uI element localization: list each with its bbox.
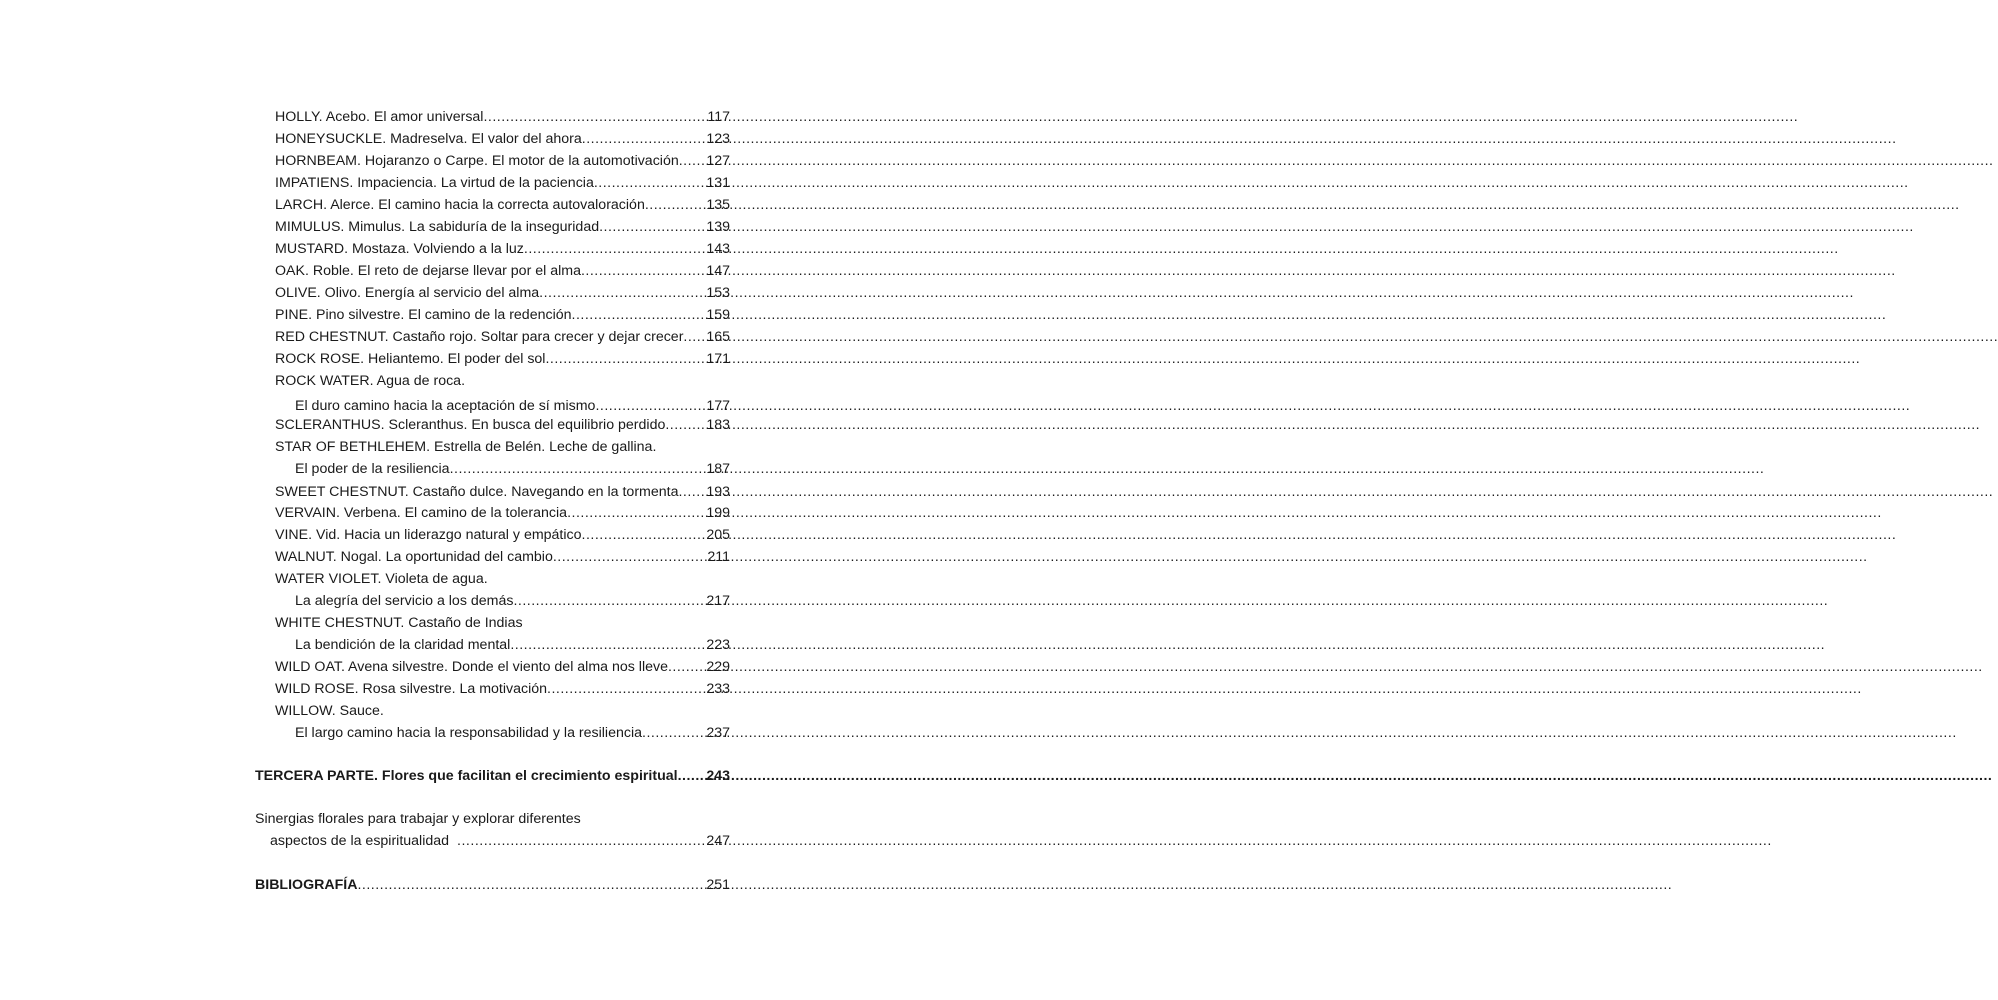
toc-entry-mustard xyxy=(275,238,730,260)
dot-leader xyxy=(683,326,705,348)
toc-page-number: 193 xyxy=(706,484,730,500)
dot-leader xyxy=(510,634,705,656)
toc-entry-wild-rose xyxy=(275,678,730,700)
toc-entry-label: SWEET CHESTNUT. Castaño dulce. Navegando en la tormenta xyxy=(275,484,679,500)
toc-page-number: 153 xyxy=(706,285,730,301)
toc-page-number: 147 xyxy=(706,263,730,279)
toc-entry-holly xyxy=(275,106,730,128)
toc-page-number: 211 xyxy=(707,549,730,565)
dot-leader xyxy=(678,765,706,787)
dot-leader xyxy=(668,656,705,678)
toc-entry-pine xyxy=(275,304,730,326)
toc-entry-willow xyxy=(275,700,730,722)
dot-leader xyxy=(450,458,706,480)
toc-entry-label: ROCK WATER. Agua de roca. xyxy=(275,373,466,389)
toc-entry-label: OLIVE. Olivo. Energía al servicio del alma xyxy=(275,285,540,301)
toc-entry-label: HORNBEAM. Hojaranzo o Carpe. El motor de la automotivación xyxy=(275,153,679,169)
toc-entry-sinergias-sub xyxy=(270,830,730,852)
dot-leader xyxy=(599,216,705,238)
toc-entry-label: MIMULUS. Mimulus. La sabiduría de la inseguridad xyxy=(275,219,600,235)
toc-page-number: 187 xyxy=(706,461,730,477)
toc-page-number: 247 xyxy=(706,833,730,849)
toc-page-number: 223 xyxy=(706,637,730,653)
toc-entry-label: WILD OAT. Avena silvestre. Donde el viento del alma nos lleve xyxy=(275,659,668,675)
toc-page-number: 123 xyxy=(706,131,730,147)
toc-entry-label: LARCH. Alerce. El camino hacia la correcta autovaloración xyxy=(275,197,645,213)
toc-page-number: 199 xyxy=(706,505,730,521)
toc-section-label: BIBLIOGRAFÍA xyxy=(255,877,358,893)
toc-page-number: 251 xyxy=(706,877,730,893)
dot-leader xyxy=(357,874,705,896)
toc-entry-label: HONEYSUCKLE. Madreselva. El valor del ahora xyxy=(275,131,582,147)
dot-leader xyxy=(483,106,706,128)
toc-entry-willow-sub xyxy=(295,722,730,744)
dot-leader xyxy=(524,238,705,260)
toc-entry-label: Sinergias florales para trabajar y explorar diferentes xyxy=(255,811,581,827)
dot-leader xyxy=(665,414,705,436)
dot-leader xyxy=(539,282,705,304)
toc-entry-white-chestnut xyxy=(275,612,730,634)
toc-entry-label: WILD ROSE. Rosa silvestre. La motivación xyxy=(275,681,548,697)
toc-page-number: 233 xyxy=(706,681,730,697)
dot-leader xyxy=(645,194,705,216)
toc-entry-olive xyxy=(275,282,730,304)
toc-entry-label: IMPATIENS. Impaciencia. La virtud de la paciencia xyxy=(275,175,594,191)
toc-entry-scleranthus xyxy=(275,414,730,436)
toc-page-number: 183 xyxy=(706,417,730,433)
dot-leader xyxy=(642,722,705,744)
toc-entry-walnut xyxy=(275,546,730,568)
dot-leader xyxy=(547,678,705,700)
toc-page-number: 143 xyxy=(706,241,730,257)
toc-page-number: 127 xyxy=(706,153,730,169)
dot-leader xyxy=(582,128,706,150)
toc-entry-label: OAK. Roble. El reto de dejarse llevar por el alma xyxy=(275,263,581,279)
toc-entry-vine xyxy=(275,524,730,546)
toc-section-bibliografia xyxy=(255,874,730,896)
toc-page-number: 135 xyxy=(706,197,730,213)
dot-leader xyxy=(581,260,705,282)
toc-entry-label: aspectos de la espiritualidad xyxy=(270,833,450,849)
toc-section-tercera-parte xyxy=(255,765,730,787)
toc-entry-label: VERVAIN. Verbena. El camino de la tolerancia xyxy=(275,505,568,521)
toc-entry-sinergias xyxy=(255,808,730,830)
toc-page-number: 117 xyxy=(707,109,730,125)
dot-leader xyxy=(513,590,705,612)
toc-page-number: 229 xyxy=(706,659,730,675)
toc-entry-red-chestnut xyxy=(275,326,730,348)
toc-page-number: 139 xyxy=(706,219,730,235)
dot-leader xyxy=(457,830,705,852)
toc-entry-impatiens xyxy=(275,172,730,194)
dot-leader xyxy=(678,481,705,503)
toc-entry-larch xyxy=(275,194,730,216)
toc-entry-label: RED CHESTNUT. Castaño rojo. Soltar para crecer y dejar crecer xyxy=(275,329,684,345)
toc-entry-star-of-bethlehem-sub xyxy=(295,458,730,480)
toc-entry-vervain xyxy=(275,502,730,524)
toc-entry-label: El poder de la resiliencia xyxy=(295,461,450,477)
toc-page-number: 177 xyxy=(706,398,730,414)
toc-page-number: 237 xyxy=(706,725,730,741)
dot-leader xyxy=(567,502,705,524)
toc-entry-label: La bendición de la claridad mental xyxy=(295,637,511,653)
toc-entry-sweet-chestnut xyxy=(275,481,730,503)
toc-page-number: 159 xyxy=(706,307,730,323)
dot-leader xyxy=(572,304,706,326)
toc-entry-wild-oat xyxy=(275,656,730,678)
toc-entry-star-of-bethlehem xyxy=(275,436,730,458)
toc-entry-label: SCLERANTHUS. Scleranthus. En busca del equilibrio perdido xyxy=(275,417,666,433)
dot-leader xyxy=(594,172,705,194)
toc-entry-hornbeam xyxy=(275,150,730,172)
toc-entry-label: WHITE CHESTNUT. Castaño de Indias xyxy=(275,615,523,631)
toc-entry-water-violet xyxy=(275,568,730,590)
toc-entry-label: El largo camino hacia la responsabilidad y la resiliencia xyxy=(295,725,642,741)
toc-entry-label: WATER VIOLET. Violeta de agua. xyxy=(275,571,488,587)
toc-entry-label: STAR OF BETHLEHEM. Estrella de Belén. Leche de gallina. xyxy=(275,439,657,455)
toc-section-label: TERCERA PARTE. Flores que facilitan el crecimiento espiritual xyxy=(255,768,678,784)
toc-entry-rock-water xyxy=(275,370,730,392)
toc-page-number: 165 xyxy=(706,329,730,345)
toc-entry-label: La alegría del servicio a los demás xyxy=(295,593,514,609)
toc-entry-water-violet-sub xyxy=(295,590,730,612)
dot-leader xyxy=(553,546,707,568)
toc-entry-label: WILLOW. Sauce. xyxy=(275,703,384,719)
toc-entry-label: WALNUT. Nogal. La oportunidad del cambio xyxy=(275,549,553,565)
toc-entry-label: MUSTARD. Mostaza. Volviendo a la luz xyxy=(275,241,524,257)
toc-entry-label: PINE. Pino silvestre. El camino de la redención xyxy=(275,307,572,323)
toc-entry-white-chestnut-sub xyxy=(295,634,730,656)
toc-page-number: 131 xyxy=(706,175,730,191)
toc-entry-label: VINE. Vid. Hacia un liderazgo natural y empático xyxy=(275,527,582,543)
toc-entry-oak xyxy=(275,260,730,282)
toc-entry-rock-rose xyxy=(275,348,730,370)
toc-page-number: 243 xyxy=(706,768,730,784)
dot-leader xyxy=(545,348,705,370)
dot-leader xyxy=(679,150,706,172)
toc-page-number: 205 xyxy=(706,527,730,543)
toc-page-number: 217 xyxy=(706,593,730,609)
toc-entry-label: ROCK ROSE. Heliantemo. El poder del sol xyxy=(275,351,546,367)
dot-leader xyxy=(582,524,706,546)
toc-entry-mimulus xyxy=(275,216,730,238)
toc-page-number: 171 xyxy=(706,351,730,367)
toc-entry-label: El duro camino hacia la aceptación de sí mismo xyxy=(295,398,596,414)
toc-entry-label: HOLLY. Acebo. El amor universal xyxy=(275,109,484,125)
toc-entry-honeysuckle xyxy=(275,128,730,150)
